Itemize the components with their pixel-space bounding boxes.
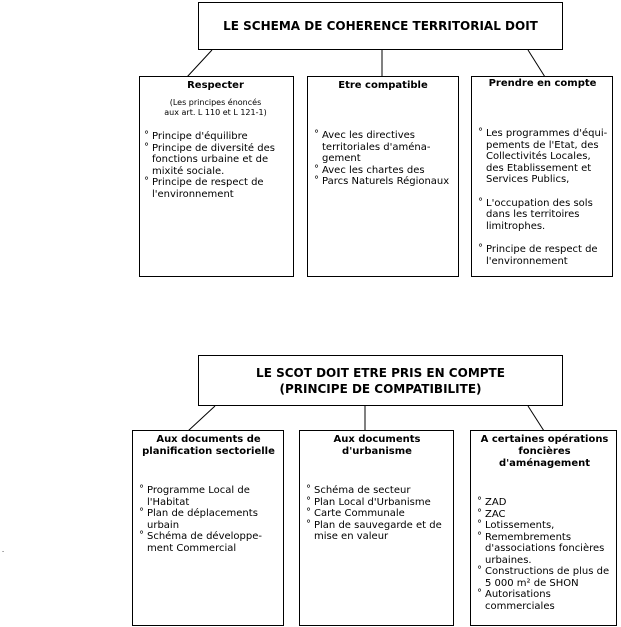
list-item: ° Schéma de secteur bbox=[304, 485, 450, 497]
column-title: Etre compatible bbox=[338, 80, 428, 91]
item-list bbox=[304, 485, 450, 543]
column-title: A certaines opérations foncières d'aménagement bbox=[480, 434, 609, 469]
diagram2-title-box bbox=[198, 355, 563, 406]
connector-line bbox=[187, 50, 212, 77]
diagram1-title-box bbox=[198, 2, 563, 50]
list-item: ° Parcs Naturels Régionaux bbox=[312, 176, 454, 188]
list-item: ° Avec les directives territoriales d'aména- gement bbox=[312, 130, 454, 165]
column-title: Respecter bbox=[187, 80, 244, 91]
diagram1-column-respecter bbox=[139, 76, 294, 277]
list-item: ° Principe de diversité des fonctions urbaine et de mixité sociale. bbox=[142, 143, 289, 178]
list-item: ° Remembrements d'associations foncières urbaines. bbox=[475, 532, 614, 567]
item-list bbox=[476, 128, 609, 267]
diagram2-column-urbanisme bbox=[299, 430, 454, 626]
list-item: ° ZAC bbox=[475, 509, 614, 521]
connector-line bbox=[188, 406, 215, 431]
list-item: ° Les programmes d'équi- pements de l'Etat, des Collectivités Locales, des Etablissement et Services Publics, bbox=[476, 128, 609, 186]
item-list bbox=[137, 485, 280, 554]
list-item: ° L'occupation des sols dans les territoires limitrophes. bbox=[476, 198, 609, 233]
diagram2-subtitle: (PRINCIPE DE COMPATIBILITE) bbox=[279, 381, 482, 396]
item-list bbox=[142, 131, 289, 200]
list-item: ° Plan de déplacements urbain bbox=[137, 508, 280, 531]
list-item: ° Avec les chartes des bbox=[312, 165, 454, 177]
column-title: Aux documents de planification sectorielle bbox=[142, 434, 275, 457]
diagram2-title: LE SCOT DOIT ETRE PRIS EN COMPTE bbox=[256, 365, 505, 380]
connector-line bbox=[528, 50, 545, 77]
list-item: ° Plan Local d'Urbanisme bbox=[304, 497, 450, 509]
item-list bbox=[475, 497, 614, 612]
column-note: (Les principes énoncés aux art. L 110 et L 121-1) bbox=[164, 98, 267, 117]
list-item: ° Constructions de plus de 5 000 m² de SHON bbox=[475, 566, 614, 589]
list-item: ° Plan de sauvegarde et de mise en valeur bbox=[304, 520, 450, 543]
diagram2-column-operations-foncieres bbox=[470, 430, 617, 626]
list-item: ° ZAD bbox=[475, 497, 614, 509]
list-item: ° Autorisations commerciales bbox=[475, 589, 614, 612]
column-title: Prendre en compte bbox=[488, 78, 597, 89]
diagram2-column-planification bbox=[132, 430, 284, 626]
list-item: ° Principe de respect de l'environnement bbox=[142, 177, 289, 200]
connector-line bbox=[528, 406, 544, 431]
diagram1-column-prendre-en-compte bbox=[471, 76, 613, 277]
column-title: Aux documents d'urbanisme bbox=[333, 434, 421, 457]
diagram1-title: LE SCHEMA DE COHERENCE TERRITORIAL DOIT bbox=[223, 19, 538, 33]
list-item: ° Schéma de développe- ment Commercial bbox=[137, 531, 280, 554]
item-list bbox=[312, 130, 454, 188]
list-item: ° Principe de respect de l'environnement bbox=[476, 244, 609, 267]
margin-mark: - bbox=[2, 548, 5, 555]
list-item: ° Programme Local de l'Habitat bbox=[137, 485, 280, 508]
list-item: ° Lotissements, bbox=[475, 520, 614, 532]
list-item: ° Principe d'équilibre bbox=[142, 131, 289, 143]
diagram1-column-compatible bbox=[307, 76, 459, 277]
list-item: ° Carte Communale bbox=[304, 508, 450, 520]
